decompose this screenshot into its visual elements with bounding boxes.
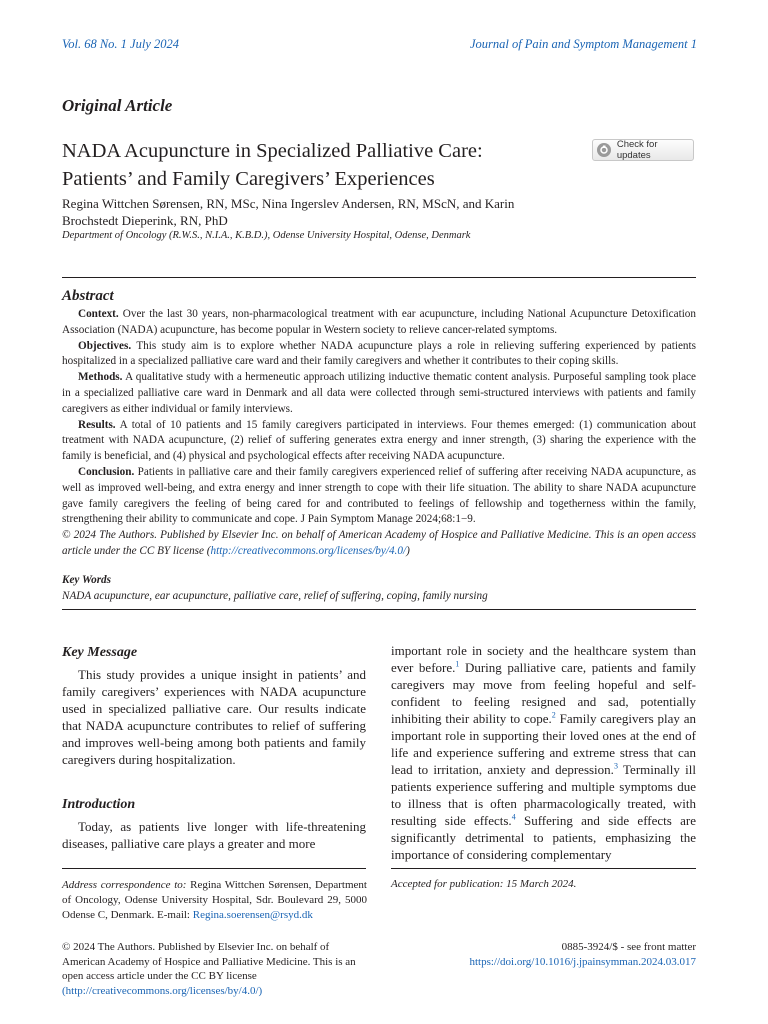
abstract-methods-text: A qualitative study with a hermeneutic approach utilizing inductive thematic content analysis. Purposeful sampling took place in a specialized palliative care ward in Denmark and all data were collected through semi-structured interviews with patients and family caregivers as either individual or family interviews. <box>62 371 696 415</box>
introduction-heading: Introduction <box>62 797 136 812</box>
key-message-body <box>62 666 366 768</box>
keywords-heading: Key Words <box>62 574 111 586</box>
copyright-license-link[interactable]: (http://creativecommons.org/licenses/by/4.0/) <box>62 984 263 997</box>
abstract-results-text: A total of 10 patients and 15 family caregivers participated in interviews. Four themes emerged: (1) communication about treatment with NADA acupuncture, (2) relief of suffering generates extra energy and inner strength, (3) sharing the experience with the family is beneficial, and (4) physical and psychological effects after receiving NADA acupuncture. <box>62 418 696 463</box>
body-text-3: Family caregivers play an important role in supporting their loved ones at the end of life and experience suffering and extreme stress that can lead to irritation, anxiety and depression. <box>391 711 696 777</box>
correspondence-label: Address correspondence to: <box>62 879 187 891</box>
body-text-4: Terminally ill patients experience suffering and multiple symptoms due to illness that is often pharmacologically treated, with resulting side effects. <box>391 762 697 828</box>
title-line-2: Patients’ and Family Caregivers’ Experiences <box>62 168 435 190</box>
key-message-text: This study provides a unique insight in patients’ and family caregivers’ experiences with NADA acupuncture used in specialized palliative care. Our results indicate that NADA acupuncture contributes to relief of suffering and improves well-being among both patients and family caregivers during hospitalization. <box>62 667 366 767</box>
issn-doi-block <box>469 940 696 969</box>
abstract-methods <box>62 370 696 417</box>
check-for-updates-label: Check for updates <box>616 139 658 161</box>
title-line-1: NADA Acupuncture in Specialized Palliative Care: <box>62 140 483 162</box>
correspondence-email-link[interactable]: Regina.soerensen@rsyd.dk <box>192 909 313 921</box>
article-title <box>62 137 582 193</box>
reference-1[interactable]: 1 <box>455 659 460 669</box>
body-text-1: important role in society and the healthcare system than ever before. <box>391 643 696 675</box>
abstract-context-label: Context. <box>78 308 119 320</box>
correspondence-text: Regina Wittchen Sørensen, Department of Oncology, Odense University Hospital, Sdr. Boulevard 29, 5000 Odense C, Denmark. E-mail: <box>62 879 367 921</box>
keywords-list: NADA acupuncture, ear acupuncture, palliative care, relief of suffering, coping, family nursing <box>62 590 488 602</box>
abstract-conclusion-label: Conclusion. <box>78 465 135 478</box>
article-type: Original Article <box>62 96 173 115</box>
abstract-objectives <box>62 339 696 371</box>
key-message-heading: Key Message <box>62 645 138 660</box>
abstract-context <box>62 307 696 339</box>
abstract-methods-label: Methods. <box>78 371 123 384</box>
accepted-date: Accepted for publication: 15 March 2024. <box>391 878 577 890</box>
abstract-objectives-text: This study aim is to explore whether NADA acupuncture plays a role in relieving suffering experienced by patients hospitalized in a specialized palliative care ward and their family caregivers and whether it contributes to their coping skills. <box>62 339 696 368</box>
abstract-body <box>62 307 696 560</box>
license-close-paren: ) <box>406 544 410 557</box>
copyright-notice <box>62 940 362 998</box>
author-list: Regina Wittchen Sørensen, RN, MSc, Nina Ingerslev Andersen, RN, MScN, and Karin Brochstedt Dieperink, RN, PhD <box>62 196 515 228</box>
footnote-rule-left <box>62 868 366 869</box>
license-link[interactable]: http://creativecommons.org/licenses/by/4.0/ <box>210 544 407 557</box>
abstract-context-text: Over the last 30 years, non-pharmacological treatment with ear acupuncture, including National Acupuncture Detoxification Association (NADA) acupuncture, has become popular in Western society to relieve cancer-related symptoms. <box>62 308 696 336</box>
license-text: © 2024 The Authors. Published by Elsevier Inc. on behalf of American Academy of Hospice and Palliative Medicine. This is an open access article under the CC BY license ( <box>62 529 696 557</box>
copyright-text: © 2024 The Authors. Published by Elsevier Inc. on behalf of American Academy of Hospice and Palliative Medicine. This is an open access article under the CC BY license <box>62 941 356 982</box>
affiliation: Department of Oncology (R.W.S., N.I.A., K.B.D.), Odense University Hospital, Odense, Denmark <box>62 230 471 241</box>
footnote-rule-right <box>391 868 696 869</box>
check-for-updates-button[interactable] <box>592 139 694 161</box>
introduction-body <box>62 818 366 852</box>
abstract-conclusion <box>62 465 696 528</box>
right-column-paragraph <box>391 642 696 863</box>
body-text-2: During palliative care, patients and family caregivers may move from feeling hopeful and self-confident to feeling resigned and sad, potentially inhibiting their ability to cope. <box>391 660 696 726</box>
reference-3[interactable]: 3 <box>613 761 618 771</box>
abstract-heading: Abstract <box>62 288 114 304</box>
abstract-conclusion-text: Patients in palliative care and their family caregivers experienced relief of suffering after receiving NADA acupuncture, as well as improved well-being, and extra energy and inner strength to cope with their life situation. The ability to share NADA acupuncture gave family caregivers the feeling of being cared for and contributed to feelings of fellowship and togetherness within the family, strengthening their ability to communicate and cope. <box>62 465 696 526</box>
abstract-license <box>62 528 696 560</box>
refresh-icon <box>597 143 611 157</box>
running-header-journal: Journal of Pain and Symptom Management 1 <box>469 37 697 51</box>
abstract-results <box>62 418 696 465</box>
abstract-top-rule <box>62 277 696 278</box>
abstract-objectives-label: Objectives. <box>78 339 132 352</box>
right-column-body <box>391 642 696 863</box>
doi-link[interactable]: https://doi.org/10.1016/j.jpainsymman.2024.03.017 <box>469 955 696 968</box>
body-text-5: Suffering and side effects are significantly detrimental to patients, emphasizing the importance of considering complementary <box>391 813 696 862</box>
reference-2[interactable]: 2 <box>551 710 556 720</box>
running-header-volume: Vol. 68 No. 1 July 2024 <box>62 37 180 51</box>
correspondence-footnote <box>62 878 367 923</box>
abstract-results-label: Results. <box>78 418 116 431</box>
introduction-text: Today, as patients live longer with life-threatening diseases, palliative care plays a greater and more <box>62 819 366 851</box>
abstract-bottom-rule <box>62 609 696 610</box>
issn-text: 0885-3924/$ - see front matter <box>561 941 696 953</box>
journal-citation: J Pain Symptom Manage 2024;68:1−9. <box>297 513 476 526</box>
reference-4[interactable]: 4 <box>511 812 516 822</box>
